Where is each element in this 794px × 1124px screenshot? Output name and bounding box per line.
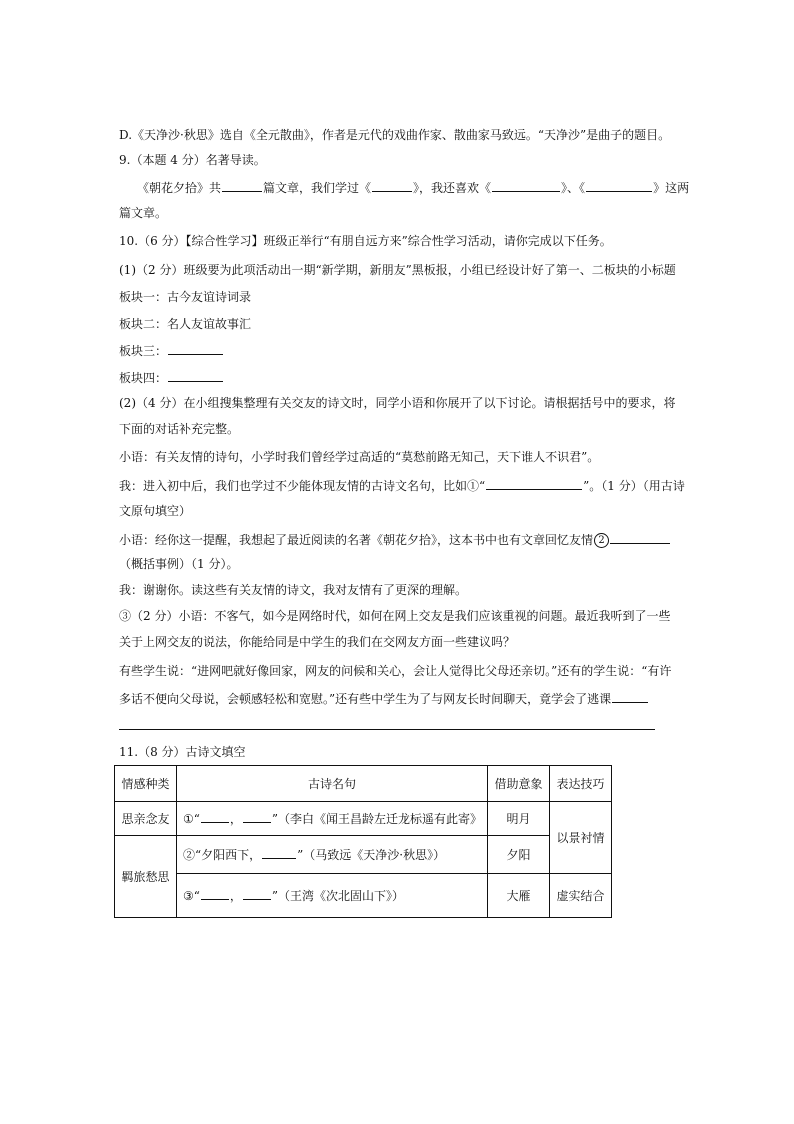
block-4-label: 板块四： — [119, 371, 168, 385]
q10-part1: (1)（2 分）班级要为此项活动出一期“新学期，新朋友”黑板报，小组已经设计好了第一、二板块的小标题 — [119, 263, 676, 277]
answer-blank[interactable] — [168, 342, 223, 355]
header-image: 借助意象 — [488, 766, 550, 802]
q10-part3-l1: ③（2 分）小语：不客气，如今是网络时代，如何在网上交友是我们应该重视的问题。最近我听到了一些 — [119, 609, 671, 623]
poem-text: ”（马致远《天净沙·秋思》） — [297, 848, 446, 862]
q9-text: 《朝花夕拾》共 — [137, 181, 222, 195]
technique-cell: 虚实结合 — [550, 874, 612, 918]
answer-blank[interactable] — [610, 531, 670, 544]
option-d: D.《天净沙·秋思》选自《全元散曲》，作者是元代的戏曲作家、散曲家马致远。“天净沙”是曲子的题目。 — [119, 128, 671, 142]
answer-line[interactable] — [119, 729, 655, 730]
poem-cell — [177, 836, 488, 874]
poem-cell — [177, 874, 488, 918]
dialogue-me-1-cont: 文原句填空） — [119, 504, 192, 518]
answer-blank[interactable] — [612, 690, 648, 703]
emotion-cell: 羁旅愁思 — [115, 836, 177, 918]
q9-line1 — [137, 179, 689, 196]
block-3-label: 板块三： — [119, 344, 168, 358]
poem-text: ”（王湾《次北固山下》） — [271, 889, 405, 903]
q10-part3-l2: 关于上网交友的说法，你能给同是中学生的我们在交网友方面一些建议吗？ — [119, 635, 516, 649]
q10-part2-l1: (2)（4 分）在小组搜集整理有关交友的诗文时，同学小语和你展开了以下讨论。请根据括号中的要求，将 — [119, 396, 676, 410]
table-row — [115, 836, 612, 874]
header-poem: 古诗名句 — [177, 766, 488, 802]
answer-blank[interactable] — [586, 179, 652, 192]
q9-title: 9.（本题 4 分）名著导读。 — [119, 153, 266, 167]
block-1: 板块一：古今友谊诗词录 — [119, 290, 252, 304]
table-row — [115, 874, 612, 918]
answer-blank[interactable] — [262, 846, 296, 859]
answer-blank[interactable] — [492, 179, 560, 192]
circled-number: 2 — [594, 533, 609, 548]
poem-text: ， — [229, 812, 242, 826]
answer-blank[interactable] — [201, 887, 229, 900]
dialogue-xiaoyu-1: 小语：有关友情的诗句，小学时我们曾经学过高适的“莫愁前路无知己，天下谁人不识君”。 — [119, 450, 600, 464]
dialogue-xiaoyu-2 — [119, 531, 671, 548]
answer-blank[interactable] — [243, 887, 271, 900]
answer-blank[interactable] — [168, 369, 223, 382]
technique-cell: 以景衬情 — [550, 802, 612, 874]
q10-part3-l4 — [119, 690, 649, 707]
answer-blank[interactable] — [243, 810, 271, 823]
answer-blank[interactable] — [372, 179, 412, 192]
q10-part2-l2: 下面的对话补充完整。 — [119, 422, 240, 436]
block-4 — [119, 369, 224, 386]
poem-text: ②“夕阳西下， — [183, 848, 262, 862]
dialogue-text: ”。（1 分）（用古诗 — [583, 479, 685, 493]
emotion-cell: 思亲念友 — [115, 802, 177, 836]
q9-line2: 篇文章。 — [119, 206, 168, 220]
poem-text: ③“ — [183, 889, 200, 903]
poem-text: ①“ — [183, 812, 200, 826]
q9-text: 篇文章，我们学过《 — [263, 181, 372, 195]
q9-text: 》这两 — [653, 181, 690, 195]
table-row — [115, 802, 612, 836]
image-cell: 夕阳 — [488, 836, 550, 874]
dialogue-me-2: 我：谢谢你。读这些有关友情的诗文，我对友情有了更深的理解。 — [119, 583, 468, 597]
dialogue-xiaoyu-2-cont: （概括事例）（1 分）。 — [119, 557, 239, 571]
image-cell: 大雁 — [488, 874, 550, 918]
dialogue-text: 小语：经你这一提醒，我想起了最近阅读的名著《朝花夕拾》，这本书中也有文章回忆友情 — [119, 533, 594, 547]
poem-text: ， — [229, 889, 242, 903]
q11-title: 11.（8 分）古诗文填空 — [119, 745, 246, 759]
q9-text: 》、《 — [561, 181, 586, 195]
q10-part3-l3: 有些学生说：“进网吧就好像回家，网友的问候和关心，会让人觉得比父母还亲切。”还有的学生说：“有许 — [119, 664, 672, 678]
answer-blank[interactable] — [201, 810, 229, 823]
image-cell: 明月 — [488, 802, 550, 836]
paragraph-text: 多话不便向父母说，会顿感轻松和宽慰。”还有些中学生为了与网友长时间聊天，竟学会了逃课 — [119, 692, 612, 706]
q9-text: 》，我还喜欢《 — [413, 181, 492, 195]
block-2: 板块二：名人友谊故事汇 — [119, 317, 252, 331]
dialogue-me-1 — [119, 477, 685, 494]
table-header-row — [115, 766, 612, 802]
poem-cell — [177, 802, 488, 836]
q10-title: 10.（6 分）【综合性学习】班级正举行“有朋自远方来”综合性学习活动，请你完成以下任务。 — [119, 234, 612, 248]
header-technique: 表达技巧 — [550, 766, 612, 802]
block-3 — [119, 342, 224, 359]
poem-text: ”（李白《闻王昌龄左迁龙标遥有此寄》 — [271, 812, 483, 826]
answer-blank[interactable] — [222, 179, 262, 192]
dialogue-text: 我：进入初中后，我们也学过不少能体现友情的古诗文名句，比如①“ — [119, 479, 486, 493]
poem-table — [114, 765, 612, 918]
header-emotion: 情感种类 — [115, 766, 177, 802]
answer-blank[interactable] — [486, 477, 582, 490]
